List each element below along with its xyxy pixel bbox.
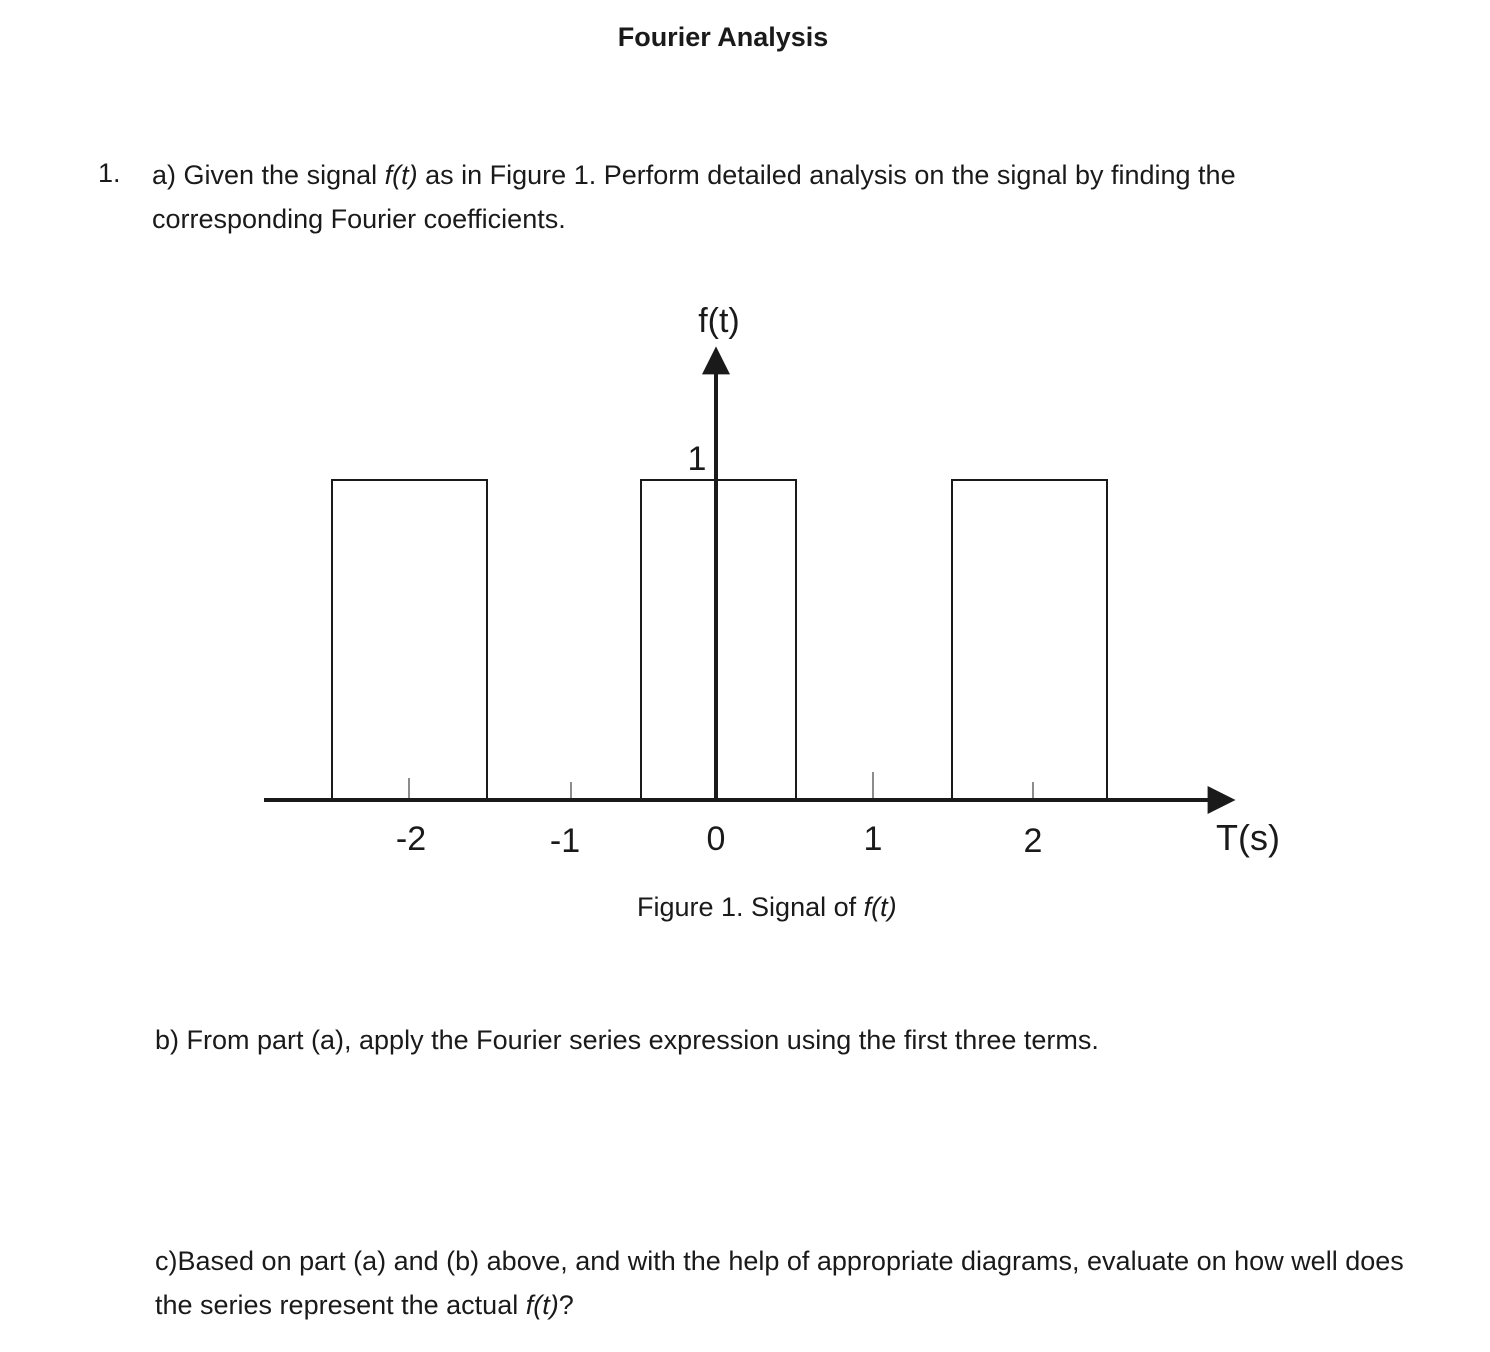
part-a-post: as in Figure 1. Perform detailed analysis on the signal by finding the corresponding Fourier coefficients. — [152, 160, 1236, 234]
figure-caption-pre: Figure 1. Signal of — [637, 892, 864, 922]
x-tick-label-2: 2 — [1023, 822, 1043, 860]
figure-caption-signal: f(t) — [863, 892, 897, 922]
part-a-pre: a) Given the signal — [152, 160, 385, 190]
part-c-pre: c)Based on part (a) and (b) above, and with the help of appropriate diagrams, evaluate on how well does the series represent the actual — [155, 1246, 1404, 1320]
part-c-text — [155, 1239, 1415, 1327]
question-number: 1. — [98, 158, 121, 188]
x-axis-label: T(s) — [1216, 817, 1280, 858]
x-tick-label-minus2: -2 — [395, 820, 427, 858]
x-tick-label-minus1: -1 — [549, 822, 581, 860]
pulse-1 — [332, 480, 487, 800]
part-a-signal: f(t) — [384, 160, 418, 190]
pulse-2 — [641, 480, 796, 800]
page-title: Fourier Analysis — [617, 22, 829, 52]
amplitude-label: 1 — [687, 440, 707, 478]
pulse-3 — [952, 480, 1107, 800]
part-c-signal: f(t) — [525, 1290, 559, 1320]
part-b-text: b) From part (a), apply the Fourier series expression using the first three terms. — [155, 1025, 1099, 1055]
figure-caption — [637, 892, 897, 923]
y-axis-label: f(t) — [698, 302, 740, 340]
part-c-post: ? — [558, 1290, 574, 1320]
x-tick-label-1: 1 — [863, 820, 883, 858]
x-tick-label-0: 0 — [706, 820, 726, 858]
